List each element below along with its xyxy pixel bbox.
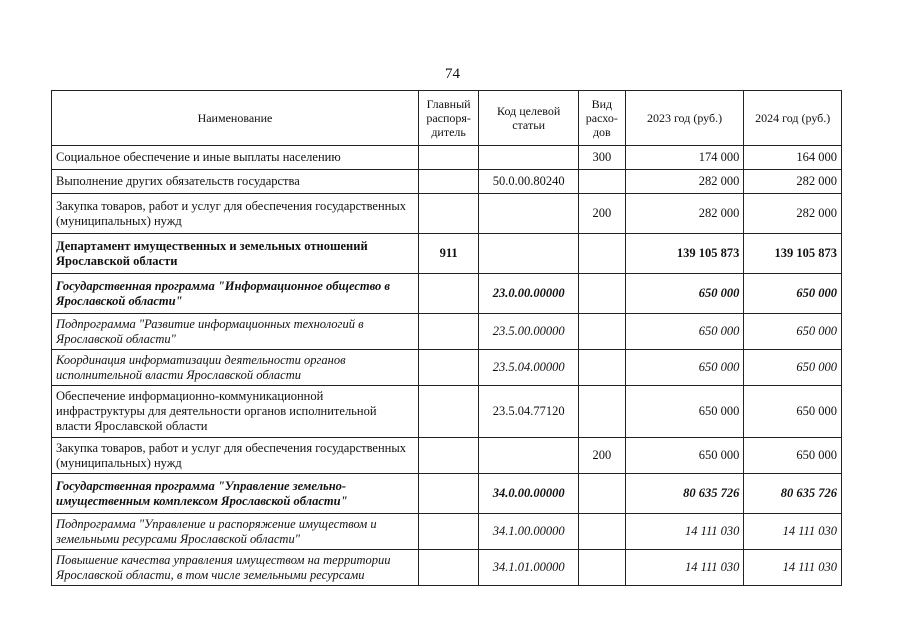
table-row <box>52 550 842 586</box>
budget-table <box>51 90 842 586</box>
cell-2023: 80 635 726 <box>625 474 744 514</box>
cell-expense-type <box>579 170 626 194</box>
table-row <box>52 234 842 274</box>
cell-2024: 14 111 030 <box>744 550 842 586</box>
table-row <box>52 438 842 474</box>
cell-2024: 139 105 873 <box>744 234 842 274</box>
cell-administrator <box>418 438 478 474</box>
cell-name: Департамент имущественных и земельных отношений Ярославской области <box>52 234 419 274</box>
cell-target-code <box>479 194 579 234</box>
header-expense-type: Вид расхо-дов <box>579 91 626 146</box>
cell-2024: 80 635 726 <box>744 474 842 514</box>
cell-2023: 282 000 <box>625 194 744 234</box>
cell-2024: 650 000 <box>744 386 842 438</box>
header-year-2024: 2024 год (руб.) <box>744 91 842 146</box>
table-header-row <box>52 91 842 146</box>
cell-administrator <box>418 514 478 550</box>
cell-administrator <box>418 170 478 194</box>
table-row <box>52 314 842 350</box>
cell-expense-type: 200 <box>579 438 626 474</box>
cell-2024: 650 000 <box>744 438 842 474</box>
cell-2024: 650 000 <box>744 350 842 386</box>
cell-administrator <box>418 474 478 514</box>
cell-2023: 650 000 <box>625 314 744 350</box>
cell-target-code: 34.1.01.00000 <box>479 550 579 586</box>
cell-2024: 14 111 030 <box>744 514 842 550</box>
cell-2024: 650 000 <box>744 314 842 350</box>
cell-administrator <box>418 274 478 314</box>
header-name: Наименование <box>52 91 419 146</box>
cell-name: Закупка товаров, работ и услуг для обеспечения государственных (муниципальных) нужд <box>52 438 419 474</box>
cell-target-code: 23.0.00.00000 <box>479 274 579 314</box>
cell-name: Координация информатизации деятельности органов исполнительной власти Ярославской области <box>52 350 419 386</box>
cell-2023: 14 111 030 <box>625 514 744 550</box>
table-row <box>52 170 842 194</box>
cell-administrator <box>418 386 478 438</box>
cell-target-code: 23.5.00.00000 <box>479 314 579 350</box>
cell-administrator <box>418 350 478 386</box>
cell-administrator <box>418 550 478 586</box>
cell-name: Подпрограмма "Управление и распоряжение имуществом и земельными ресурсами Ярославской области" <box>52 514 419 550</box>
cell-target-code: 34.0.00.00000 <box>479 474 579 514</box>
cell-expense-type <box>579 474 626 514</box>
cell-administrator <box>418 314 478 350</box>
cell-2023: 282 000 <box>625 170 744 194</box>
table-row <box>52 350 842 386</box>
cell-name: Государственная программа "Информационное общество в Ярославской области" <box>52 274 419 314</box>
cell-target-code <box>479 438 579 474</box>
header-target-code: Код целевой статьи <box>479 91 579 146</box>
cell-expense-type <box>579 274 626 314</box>
cell-2023: 139 105 873 <box>625 234 744 274</box>
cell-target-code: 50.0.00.80240 <box>479 170 579 194</box>
cell-target-code <box>479 234 579 274</box>
table-row <box>52 514 842 550</box>
cell-2023: 174 000 <box>625 146 744 170</box>
table-row <box>52 274 842 314</box>
cell-2024: 650 000 <box>744 274 842 314</box>
cell-target-code: 34.1.00.00000 <box>479 514 579 550</box>
page-number: 74 <box>445 66 460 82</box>
table-row <box>52 194 842 234</box>
cell-2023: 650 000 <box>625 386 744 438</box>
cell-expense-type <box>579 350 626 386</box>
cell-name: Подпрограмма "Развитие информационных технологий в Ярославской области" <box>52 314 419 350</box>
cell-target-code: 23.5.04.00000 <box>479 350 579 386</box>
cell-expense-type <box>579 550 626 586</box>
header-year-2023: 2023 год (руб.) <box>625 91 744 146</box>
table-row <box>52 474 842 514</box>
cell-name: Выполнение других обязательств государства <box>52 170 419 194</box>
cell-administrator <box>418 146 478 170</box>
cell-2023: 14 111 030 <box>625 550 744 586</box>
cell-2023: 650 000 <box>625 274 744 314</box>
cell-name: Закупка товаров, работ и услуг для обеспечения государственных (муниципальных) нужд <box>52 194 419 234</box>
cell-2024: 282 000 <box>744 194 842 234</box>
cell-expense-type <box>579 514 626 550</box>
cell-name: Социальное обеспечение и иные выплаты населению <box>52 146 419 170</box>
cell-expense-type <box>579 386 626 438</box>
cell-name: Повышение качества управления имуществом на территории Ярославской области, в том числе земельными ресурсами <box>52 550 419 586</box>
cell-administrator: 911 <box>418 234 478 274</box>
cell-2023: 650 000 <box>625 350 744 386</box>
cell-2024: 282 000 <box>744 170 842 194</box>
cell-target-code: 23.5.04.77120 <box>479 386 579 438</box>
table-row <box>52 386 842 438</box>
table-row <box>52 146 842 170</box>
cell-name: Обеспечение информационно-коммуникационной инфраструктуры для деятельности органов исполнительной власти Ярославской области <box>52 386 419 438</box>
cell-2023: 650 000 <box>625 438 744 474</box>
cell-2024: 164 000 <box>744 146 842 170</box>
cell-target-code <box>479 146 579 170</box>
cell-expense-type: 300 <box>579 146 626 170</box>
cell-administrator <box>418 194 478 234</box>
cell-expense-type <box>579 234 626 274</box>
cell-name: Государственная программа "Управление земельно-имущественным комплексом Ярославской области" <box>52 474 419 514</box>
cell-expense-type: 200 <box>579 194 626 234</box>
header-administrator: Главный распоря-дитель <box>418 91 478 146</box>
cell-expense-type <box>579 314 626 350</box>
